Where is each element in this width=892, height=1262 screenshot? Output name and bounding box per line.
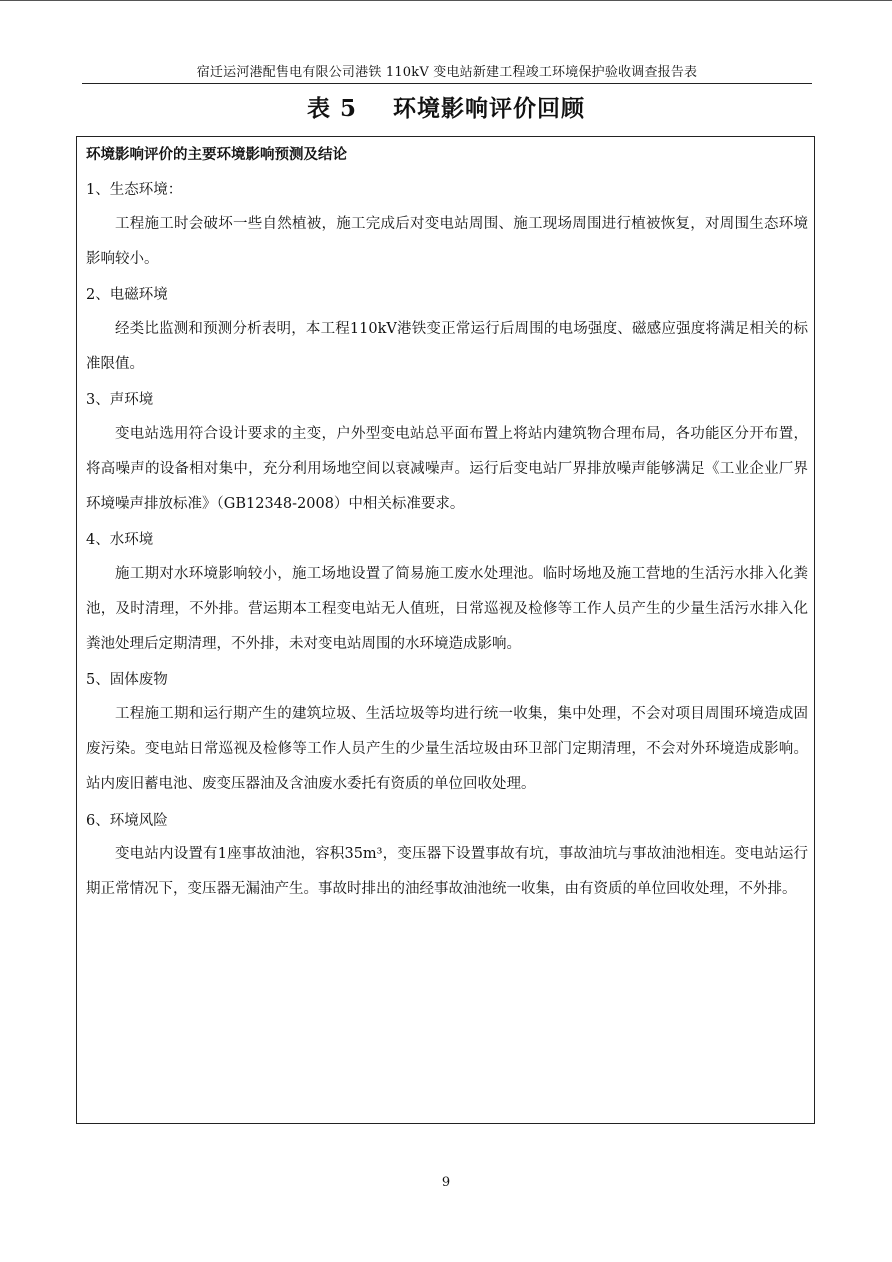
section-text-risk: 变电站内设置有1座事故油池，容积35m³，变压器下设置事故有坑，事故油坑与事故油池相连。变电站运行期正常情况下，变压器无漏油产生。事故时排出的油经事故油池统一收集，由有资质的单位回收处理，不外排。 (86, 846, 808, 897)
section-text-ecology: 工程施工时会破坏一些自然植被，施工完成后对变电站周围、施工现场周围进行植被恢复，对周围生态环境影响较小。 (86, 216, 808, 267)
section-title-acoustic: 3、声环境 (86, 392, 154, 408)
section-title-risk: 6、环境风险 (86, 813, 168, 829)
page-number: 9 (441, 1175, 451, 1190)
section-title-electromagnetic: 2、电磁环境 (86, 287, 168, 303)
section-text-solid-waste: 工程施工期和运行期产生的建筑垃圾、生活垃圾等均进行统一收集，集中处理，不会对项目周围环境造成固废污染。变电站日常巡视及检修等工作人员产生的少量生活垃圾由环卫部门定期清理，不会对外环境造成影响。站内废旧蓄电池、废变压器油及含油废水委托有资质的单位回收处理。 (86, 706, 808, 792)
page-title: 表 5 环境影响评价回顾 (306, 95, 586, 122)
section-title-solid-waste: 5、固体废物 (86, 672, 168, 688)
running-header: 宿迁运河港配售电有限公司港铁 110kV 变电站新建工程竣工环境保护验收调查报告表 (196, 65, 698, 80)
box-heading: 环境影响评价的主要环境影响预测及结论 (86, 146, 347, 163)
section-title-water: 4、水环境 (86, 532, 154, 548)
header-divider (82, 83, 812, 84)
section-text-water: 施工期对水环境影响较小，施工场地设置了简易施工废水处理池。临时场地及施工营地的生活污水排入化粪池，及时清理，不外排。营运期本工程变电站无人值班，日常巡视及检修等工作人员产生的少量生活污水排入化粪池处理后定期清理，不外排，未对变电站周围的水环境造成影响。 (86, 566, 808, 652)
section-text-electromagnetic: 经类比监测和预测分析表明，本工程110kV港铁变正常运行后周围的电场强度、磁感应强度将满足相关的标准限值。 (86, 321, 808, 372)
page-top-border (0, 0, 892, 1)
section-title-ecology: 1、生态环境： (86, 182, 183, 198)
assessment-review-box (76, 136, 815, 1124)
section-text-acoustic: 变电站选用符合设计要求的主变，户外型变电站总平面布置上将站内建筑物合理布局，各功能区分开布置，将高噪声的设备相对集中，充分利用场地空间以衰减噪声。运行后变电站厂界排放噪声能够满足《工业企业厂界环境噪声排放标准》（GB12348-2008）中相关标准要求。 (86, 426, 808, 512)
